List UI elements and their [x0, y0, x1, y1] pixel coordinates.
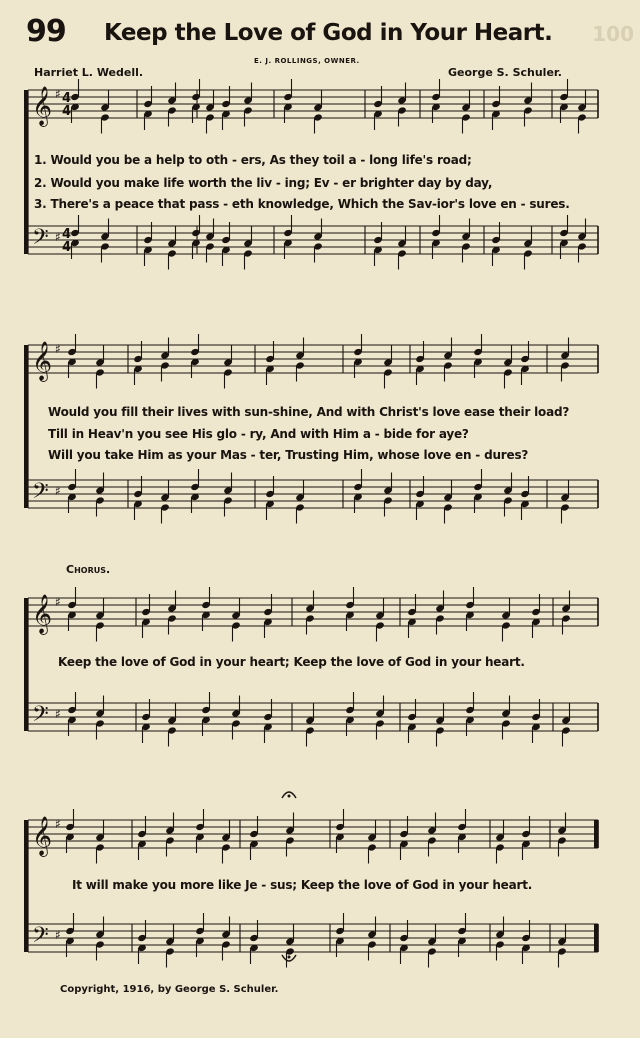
system-1-treble-clef-icon: 𝄞	[32, 86, 53, 126]
system-4-key-sharp-icon: ♯	[55, 928, 61, 942]
verse-1-line-2: Would you fill their lives with sun-shine, And with Christ's love ease their load?	[48, 405, 570, 419]
time-signature-treble: 4	[62, 91, 72, 106]
chorus-line-2: It will make you more like Je - sus; Keep the love of God in your heart.	[72, 878, 533, 892]
composer-credit: George S. Schuler.	[448, 66, 562, 79]
verse-3-line-2: Will you take Him as your Mas - ter, Trusting Him, whose love en - dures?	[48, 448, 529, 462]
fermata-icon	[288, 795, 291, 798]
copyright-notice: Copyright, 1916, by George S. Schuler.	[60, 984, 279, 995]
system-3-key-sharp-icon: ♯	[55, 595, 61, 609]
final-barline-treble	[594, 820, 598, 848]
final-barline-bass	[594, 924, 598, 952]
bleed-through-number: 100	[592, 22, 634, 46]
system-2-bass-clef-icon: 𝄢	[32, 479, 49, 509]
verse-2-line-2: Till in Heav'n you see His glo - ry, And with Him a - bide for aye?	[48, 427, 469, 441]
system-3-bass-clef-icon: 𝄢	[32, 702, 49, 732]
lyricist-credit: Harriet L. Wedell.	[34, 66, 144, 79]
verse-1-line-1: 1. Would you be a help to oth - ers, As they toil a - long life's road;	[34, 153, 472, 167]
system-1-bass-clef-icon: 𝄢	[32, 225, 49, 255]
system-2-treble-clef-icon: 𝄞	[32, 341, 53, 381]
system-1-key-sharp-icon: ♯	[55, 230, 61, 244]
system-4-key-sharp-icon: ♯	[55, 817, 61, 831]
time-signature-bass: 4	[62, 227, 72, 242]
system-4-treble-clef-icon: 𝄞	[32, 816, 53, 856]
system-3-key-sharp-icon: ♯	[55, 707, 61, 721]
hymn-number: 99	[26, 14, 66, 49]
verse-2-line-1: 2. Would you make life worth the liv - ing; Ev - er brighter day by day,	[34, 176, 493, 190]
system-2-key-sharp-icon: ♯	[55, 484, 61, 498]
system-1-key-sharp-icon: ♯	[55, 87, 61, 101]
system-4-bass-clef-icon: 𝄢	[32, 923, 49, 953]
time-signature-treble: 4	[62, 104, 72, 119]
hymn-title: Keep the Love of God in Your Heart.	[104, 20, 553, 46]
system-2-key-sharp-icon: ♯	[55, 342, 61, 356]
chorus-line-1: Keep the love of God in your heart; Keep the love of God in your heart.	[58, 655, 525, 669]
system-3-treble-clef-icon: 𝄞	[32, 594, 53, 634]
fermata-icon	[288, 956, 291, 959]
chorus-label: Chorus.	[66, 563, 111, 576]
owner-note: E. J. ROLLINGS, OWNER.	[254, 57, 360, 65]
verse-3-line-1: 3. There's a peace that pass - eth knowledge, Which the Sav-ior's love en - sures.	[34, 197, 570, 211]
time-signature-bass: 4	[62, 240, 72, 255]
